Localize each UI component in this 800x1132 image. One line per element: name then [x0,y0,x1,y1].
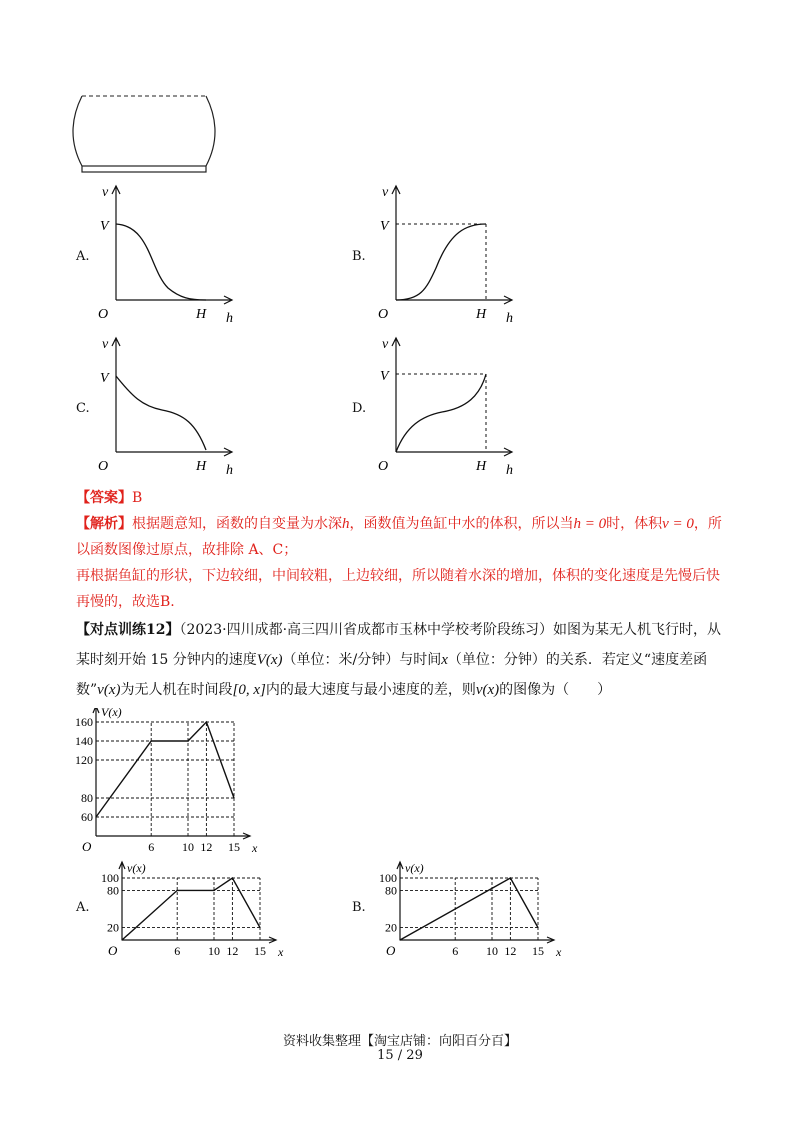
y-tick-label: 80 [385,883,397,898]
problem-line-2: 某时刻开始 15 分钟内的速度V(x)（单位：米/分钟）与时间x（单位：分钟）的关系．若定义“速度差函 [76,652,708,668]
origin-label: O [82,839,92,854]
data-point [232,877,233,878]
x-tick-label: 12 [226,944,239,958]
problem-line-1: 【对点训练12】（2023·四川成都·高三四川省成都市玉林中学校考阶段练习）如图为某无人机飞行时，从 [76,622,722,638]
svg-text:H: H [196,459,207,474]
y-tick-label: 100 [101,871,119,885]
analysis-line-3: 再根据鱼缸的形状，下边较细，中间较粗，上边较细，所以随着水深的增加，体积的变化速度是先慢后快 [76,568,720,584]
y-tick-label: 20 [385,920,397,935]
analysis-line-1: 【解析】根据题意知，函数的自变量为水深h，函数值为鱼缸中水的体积，所以当h = 0时，体积v = 0，所 [76,516,722,532]
svg-text:O: O [98,459,109,474]
problem-label: 【对点训练12】 [76,622,180,638]
analysis-block [76,511,736,615]
data-point [121,939,122,940]
x-tick-label: 10 [182,840,194,854]
svg-text:v: v [102,337,109,352]
svg-text:v: v [382,337,389,352]
problem-block [76,615,736,705]
svg-text:h: h [506,311,513,326]
data-point [151,740,152,741]
x-tick-label: 12 [504,944,517,958]
option-a-graph [90,180,250,330]
y-tick-label: 100 [379,871,397,885]
y-axis-title: V(x) [101,708,122,719]
chart-b-option-label: B. [352,900,366,915]
footer-source: 资料收集整理【淘宝店铺：向阳百分百】 [282,1034,517,1049]
data-line [122,878,260,940]
data-point [399,939,400,940]
axis-V-label: V [100,219,109,234]
origin-label: O [108,943,118,958]
axis-h-label: h [226,311,233,326]
analysis-line-4: 再慢的，故选B. [76,594,175,610]
option-c-label: C. [76,401,90,416]
data-point [233,797,234,798]
svg-text:V: V [100,371,109,386]
svg-text:H: H [476,307,487,322]
svg-text:V: V [380,369,389,384]
svg-text:h: h [226,463,233,478]
y-tick-label: 20 [107,920,119,935]
option-b-graph [370,180,530,330]
analysis-line-2: 以函数图像过原点，故排除 A、C； [76,542,298,558]
y-tick-label: 140 [75,734,93,748]
y-axis-title: v(x) [405,861,424,875]
svg-text:O: O [378,459,389,474]
svg-text:h: h [506,463,513,478]
y-tick-label: 80 [81,791,93,805]
data-line [400,878,538,940]
x-tick-label: 6 [452,944,459,958]
answer-line [76,485,736,511]
option-b-chart [370,852,570,962]
x-tick-label: 12 [200,840,213,854]
data-point [187,740,188,741]
data-point [177,890,178,891]
data-point [95,816,96,817]
x-tick-label: 6 [148,840,155,854]
chart-a-option-label: A. [76,900,90,915]
x-tick-label: 10 [208,944,220,958]
answer-value: B [132,490,143,506]
data-point [213,890,214,891]
x-axis-title: x [556,945,562,959]
option-d-graph [370,332,530,482]
axis-v-label: v [102,185,109,200]
option-b-label: B. [352,249,366,264]
data-point [537,927,538,928]
axis-O-label: O [98,307,109,322]
x-tick-label: 15 [254,944,266,958]
problem-line-3: 数”v(x)为无人机在时间段[0, x]内的最大速度与最小速度的差，则v(x)的图像为（ ） [76,682,612,698]
y-axis-title: v(x) [127,861,146,875]
axis-H-label: H [196,307,207,322]
y-tick-label: 160 [75,715,93,729]
origin-label: O [386,943,396,958]
data-point [510,877,511,878]
answer-label: 【答案】 [76,490,132,506]
option-d-label: D. [352,401,367,416]
fish-tank-figure [60,90,230,180]
option-a-chart [92,852,292,962]
option-a-label: A. [76,249,90,264]
x-axis-title: x [252,841,258,855]
x-axis-title: x [278,945,284,959]
svg-text:v: v [382,185,389,200]
x-tick-label: 15 [228,840,240,854]
velocity-chart [56,708,276,858]
y-tick-label: 80 [107,883,119,898]
y-tick-label: 60 [81,810,93,824]
option-c-graph [90,332,250,482]
x-tick-label: 15 [532,944,544,958]
data-point [206,721,207,722]
page-number: 15 / 29 [377,1048,423,1063]
x-tick-label: 6 [174,944,181,958]
svg-text:H: H [476,459,487,474]
data-point [259,927,260,928]
data-line [96,722,234,817]
x-tick-label: 10 [486,944,498,958]
svg-text:O: O [378,307,389,322]
svg-text:V: V [380,219,389,234]
y-tick-label: 120 [75,753,93,767]
